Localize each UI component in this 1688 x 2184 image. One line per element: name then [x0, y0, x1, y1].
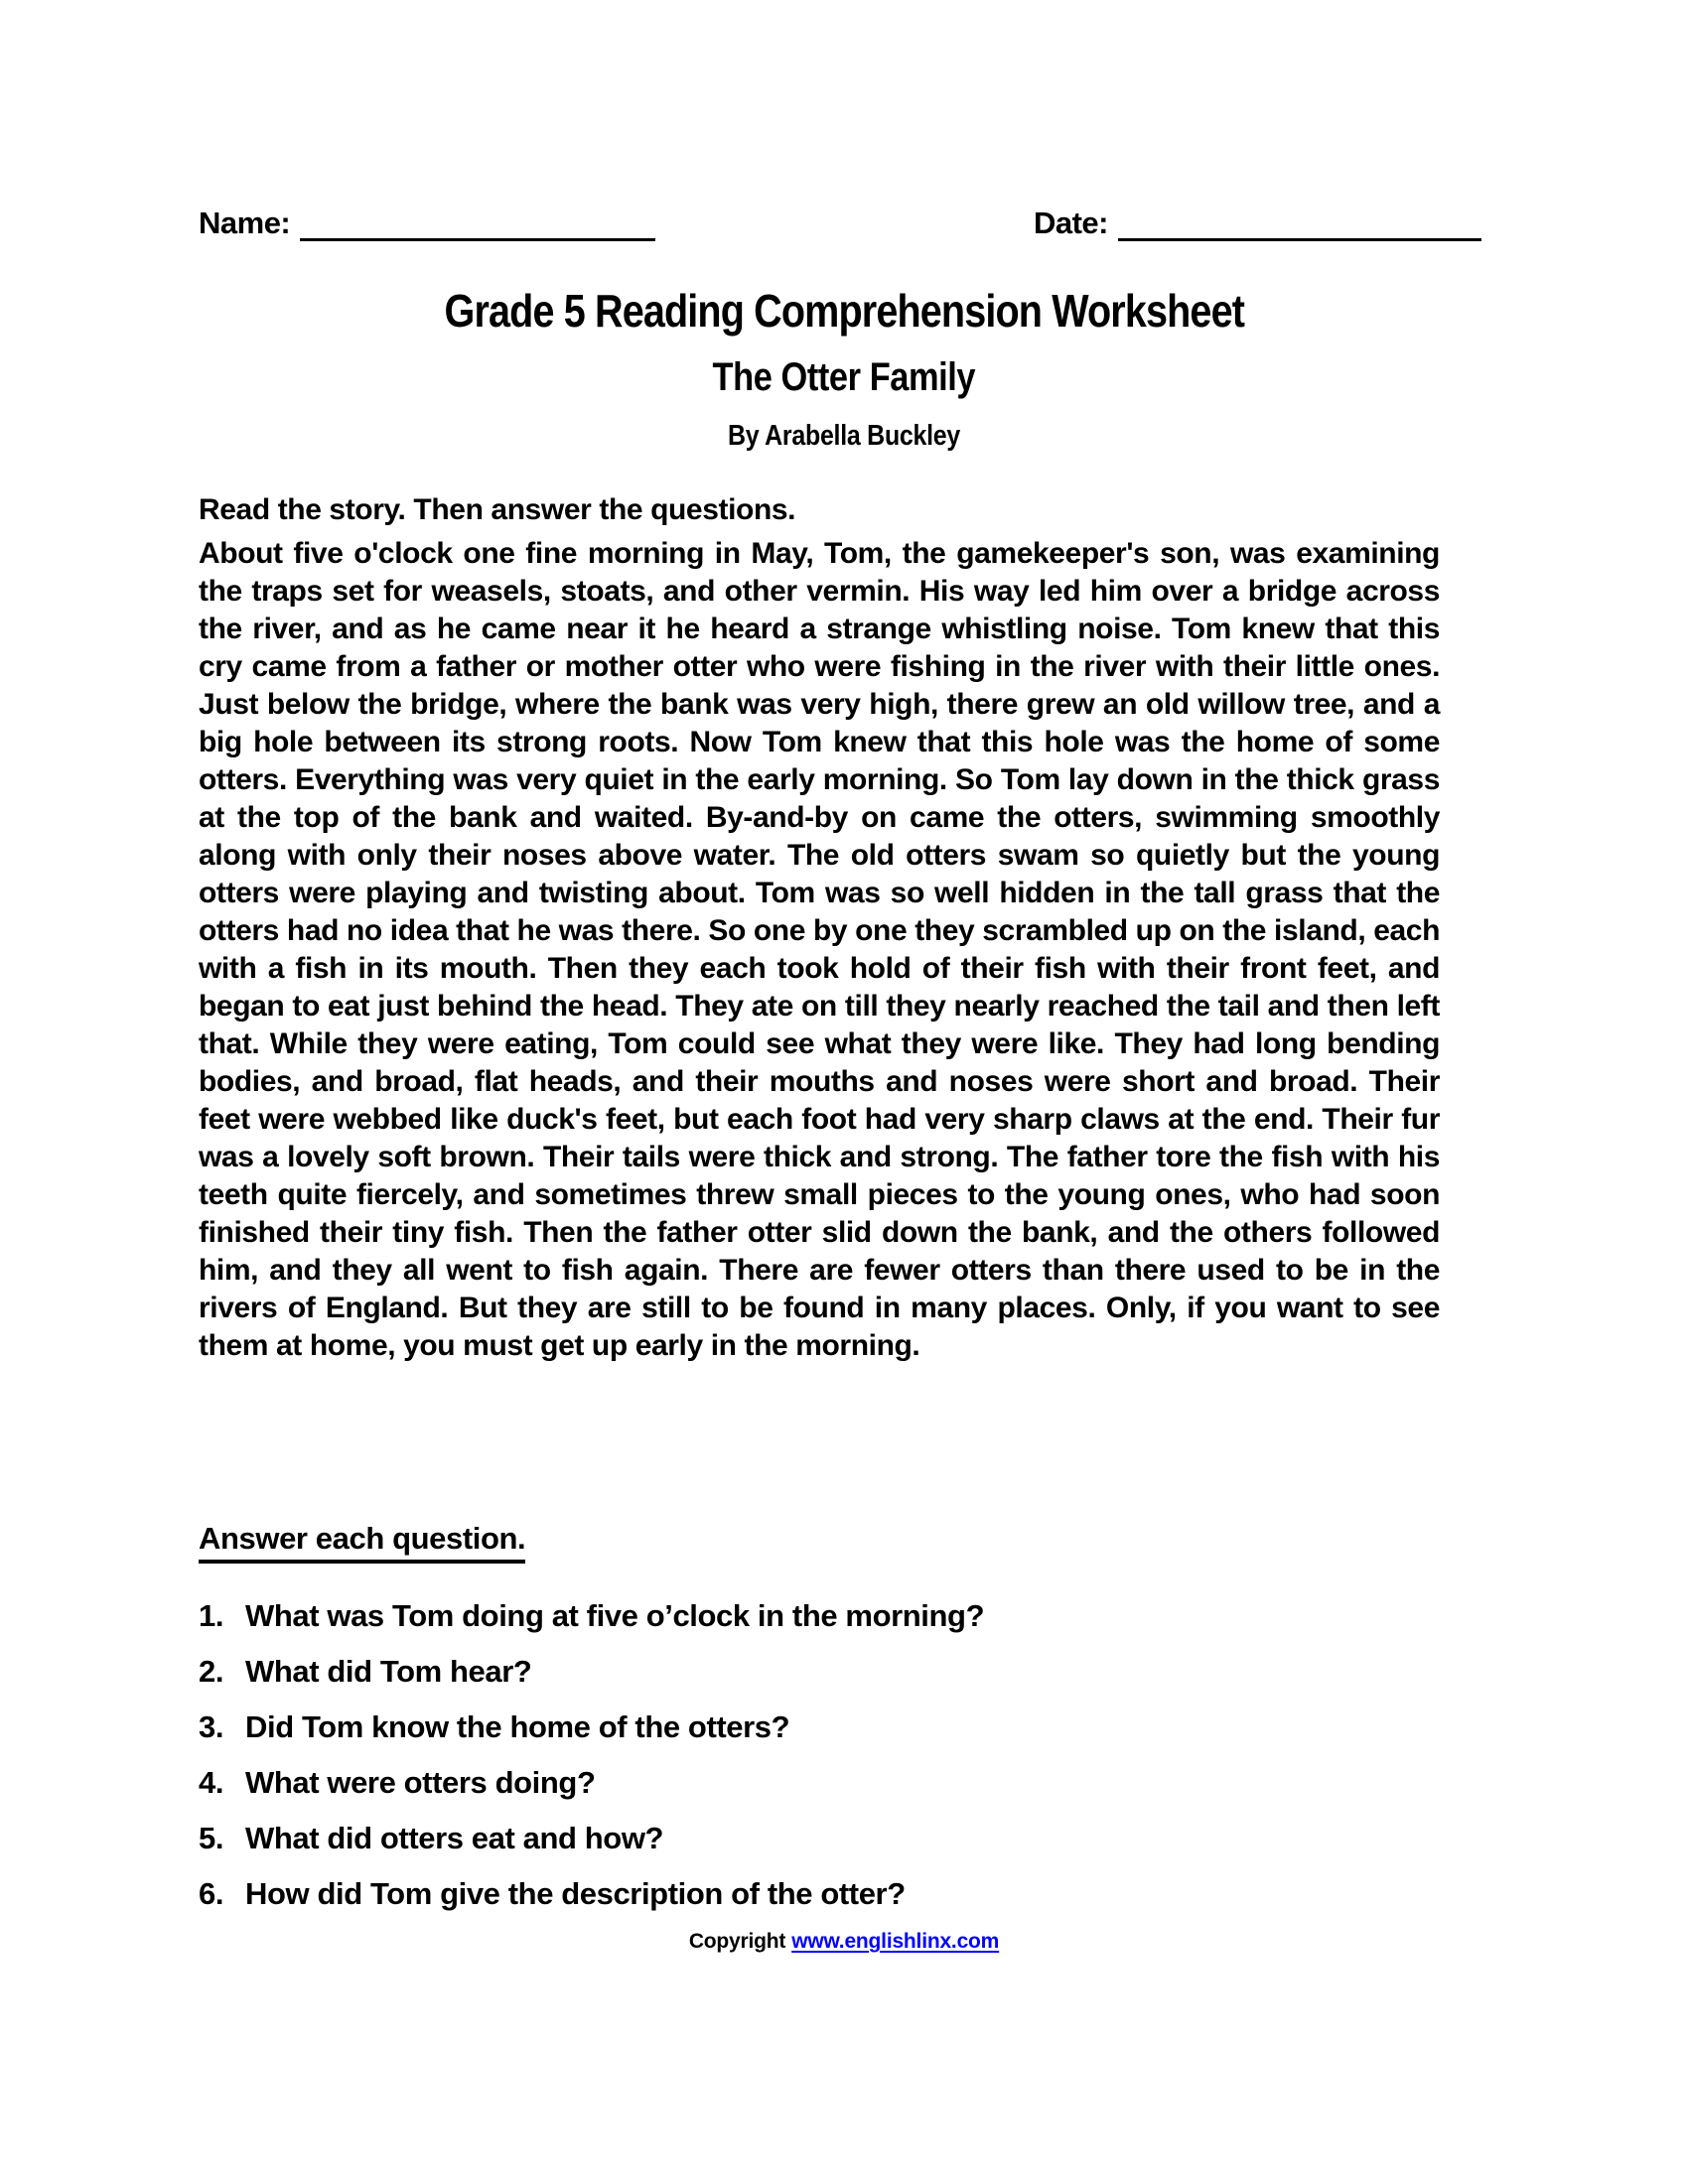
question-text: What did Tom hear?: [245, 1654, 532, 1689]
question-number: 1.: [199, 1598, 224, 1633]
byline-row: [0, 420, 1688, 453]
questions-heading: [199, 1521, 525, 1564]
copyright-label: Copyright: [688, 1930, 786, 1953]
name-label: Name:: [199, 205, 291, 240]
question-list: [199, 1598, 1450, 1911]
worksheet-title: Grade 5 Reading Comprehension Worksheet: [444, 285, 1244, 337]
story-title-row: [0, 355, 1688, 400]
question-text: How did Tom give the description of the otter?: [245, 1876, 906, 1911]
copyright-link[interactable]: www.englishlinx.com: [791, 1930, 1000, 1953]
question-item: [199, 1598, 1450, 1633]
instructions: Read the story. Then answer the questions.: [199, 493, 796, 526]
question-number: 6.: [199, 1876, 224, 1911]
worksheet-title-row: [0, 284, 1688, 338]
question-item: [199, 1709, 1450, 1744]
header-row: [199, 203, 1481, 241]
question-item: [199, 1821, 1450, 1855]
questions-heading-text: Answer each question.: [199, 1521, 525, 1564]
question-item: [199, 1765, 1450, 1800]
date-blank-line: [1118, 203, 1481, 241]
question-number: 3.: [199, 1709, 224, 1744]
footer-row: [0, 1930, 1688, 1954]
question-text: Did Tom know the home of the otters?: [245, 1709, 790, 1744]
question-number: 4.: [199, 1765, 224, 1800]
date-label: Date:: [1033, 205, 1108, 240]
question-item: [199, 1654, 1450, 1689]
question-text: What was Tom doing at five o’clock in the morning?: [245, 1598, 985, 1633]
question-number: 2.: [199, 1654, 224, 1689]
question-item: [199, 1876, 1450, 1911]
date-field: [1034, 203, 1481, 241]
name-field: [199, 203, 655, 241]
question-number: 5.: [199, 1821, 224, 1855]
story-title: The Otter Family: [712, 355, 976, 399]
name-blank-line: [300, 203, 655, 241]
question-text: What did otters eat and how?: [245, 1821, 664, 1855]
byline: By Arabella Buckley: [727, 420, 961, 452]
question-text: What were otters doing?: [245, 1765, 596, 1800]
story-paragraph: About five o'clock one fine morning in May, Tom, the gamekeeper's son, was examining the traps set for weasels, stoats, and other vermin. His way led him over a bridge across the river, and as he came near it he heard a strange whistling noise. Tom knew that this cry came from a father or mother otter who were fishing in the river with their little ones. Just below the bridge, where the bank was very high, there grew an old willow tree, and a big hole between its strong roots. Now Tom knew that this hole was the home of some otters. Everything was very quiet in the early morning. So Tom lay down in the thick grass at the top of the bank and waited. By-and-by on came the otters, swimming smoothly along with only their noses above water. The old otters swam so quietly but the young otters were playing and twisting about. Tom was so well hidden in the tall grass that the otters had no idea that he was there. So one by one they scrambled up on the island, each with a fish in its mouth. Then they each took hold of their fish with their front feet, and began to eat just behind the head. They ate on till they nearly reached the tail and then left that. While they were eating, Tom could see what they were like. They had long bending bodies, and broad, flat heads, and their mouths and noses were short and broad. Their feet were webbed like duck's feet, but each foot had very sharp claws at the end. Their fur was a lovely soft brown. Their tails were thick and strong. The father tore the fish with his teeth quite fiercely, and sometimes threw small pieces to the young ones, who had soon finished their tiny fish. Then the father otter slid down the bank, and the others followed him, and they all went to fish again. There are fewer otters than there used to be in the rivers of England. But they are still to be found in many places. Only, if you want to see them at home, you must get up early in the morning.: [199, 537, 1440, 1362]
